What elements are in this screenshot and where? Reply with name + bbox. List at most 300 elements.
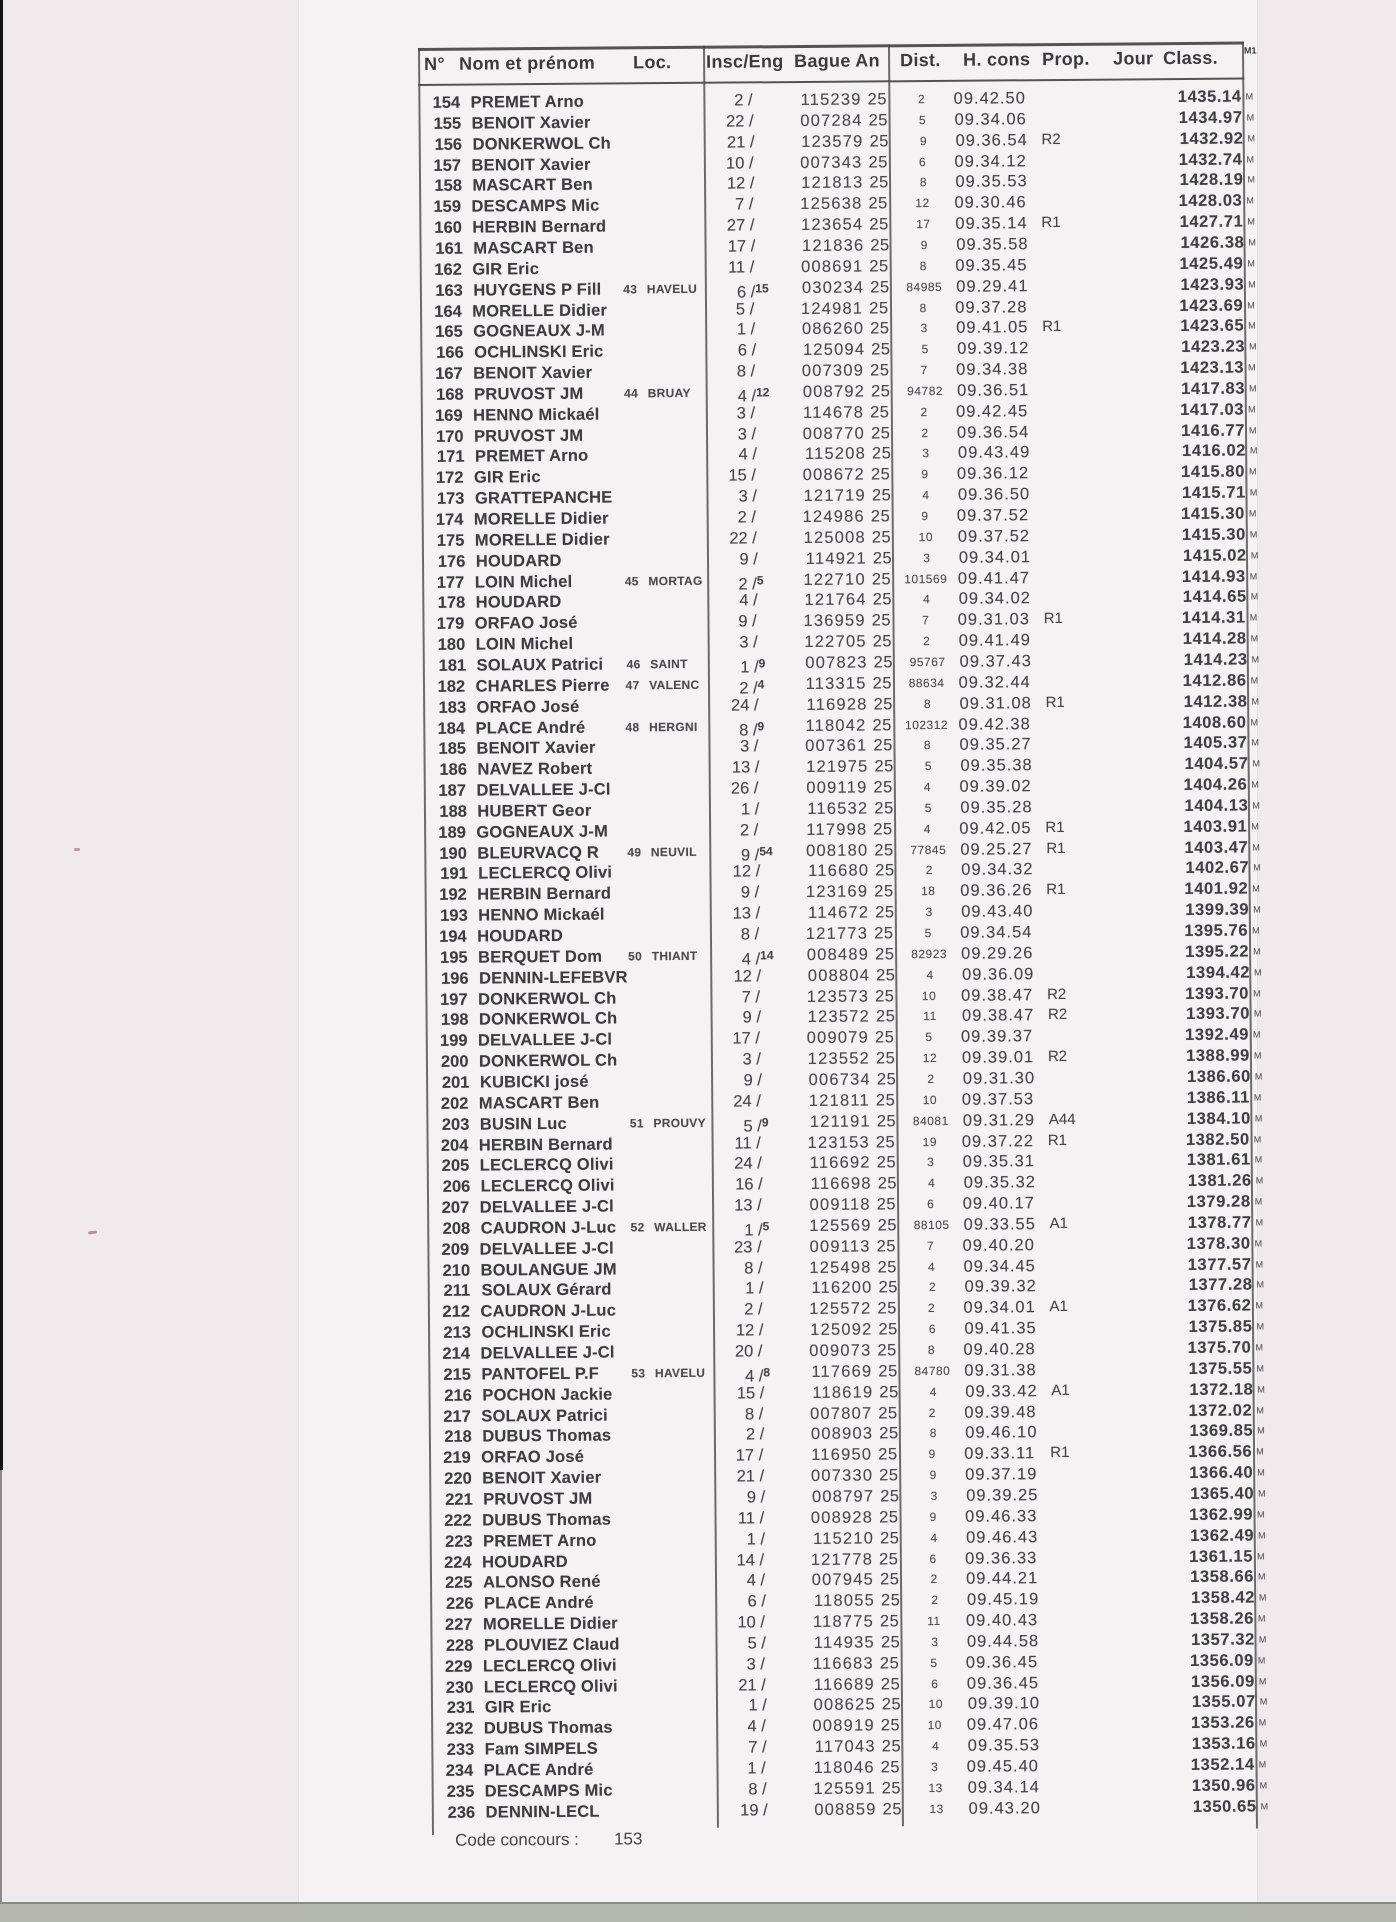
- speed-class: 1414.28: [1182, 629, 1247, 649]
- col-header-dist: Dist.: [900, 49, 941, 71]
- insc-eng: 11 /: [734, 1133, 761, 1153]
- insc-eng: 12 /: [735, 1321, 764, 1340]
- clocking-time: 09.39.12: [957, 339, 1030, 358]
- ring-year: 25: [872, 590, 893, 609]
- scan-left-edge-lower: [0, 1470, 2, 1902]
- ring-number: 118042: [805, 716, 867, 735]
- edge-mark: M: [1257, 1509, 1265, 1520]
- ring-number: 123579: [801, 132, 864, 151]
- ring-number: 125638: [800, 194, 863, 214]
- ring-year: 25: [874, 986, 895, 1006]
- edge-mark: M: [1253, 987, 1261, 999]
- row-number: 170: [435, 427, 464, 446]
- distance: 12: [922, 1051, 938, 1066]
- distance: 8: [923, 738, 932, 753]
- clocking-time: 09.32.44: [958, 673, 1031, 692]
- speed-class: 1428.03: [1178, 191, 1243, 211]
- fancier-name: SOLAUX Gérard: [481, 1280, 612, 1300]
- distance: 8: [919, 258, 927, 273]
- ring-number: 118055: [813, 1591, 876, 1611]
- clocking-time: 09.43.49: [957, 443, 1031, 463]
- distance: 84780: [914, 1363, 951, 1379]
- fancier-name: PLACE André: [483, 1593, 594, 1613]
- speed-class: 1404.57: [1184, 754, 1249, 774]
- edge-mark: M: [1247, 133, 1256, 144]
- ring-number: 125094: [802, 340, 866, 360]
- clocking-time: 09.40.43: [965, 1611, 1039, 1630]
- locality: 52 WALLER: [630, 1219, 707, 1235]
- distance: 3: [920, 321, 928, 336]
- fancier-name: PREMET Arno: [470, 92, 585, 112]
- speed-class: 1414.93: [1181, 567, 1246, 586]
- distance: 3: [930, 1488, 938, 1503]
- clocking-time: 09.36.54: [955, 130, 1028, 150]
- edge-mark: M: [1252, 758, 1260, 769]
- distance: 4: [923, 592, 931, 607]
- ring-number: 008859: [814, 1800, 877, 1819]
- edge-mark: M: [1251, 654, 1260, 665]
- fancier-name: DUBUS Thomas: [482, 1510, 612, 1530]
- prop-code: R2: [1047, 1048, 1068, 1066]
- row-number: 179: [436, 614, 465, 634]
- distance: 2: [925, 863, 933, 878]
- fancier-name: HOUDARD: [475, 593, 562, 612]
- row-number: 233: [446, 1740, 475, 1759]
- speed-class: 1395.22: [1185, 942, 1250, 961]
- insc-eng: 17 /: [727, 237, 756, 256]
- insc-eng: 23 /: [734, 1238, 762, 1257]
- fancier-name: DONKERWOL Ch: [478, 1009, 618, 1029]
- row-number: 159: [433, 197, 462, 217]
- fancier-name: BENOIT Xavier: [471, 155, 591, 175]
- ring-year: 25: [878, 1445, 898, 1464]
- insc-eng: 24 /: [733, 1092, 761, 1111]
- ring-number: 116928: [806, 695, 868, 714]
- ring-number: 121773: [805, 924, 869, 943]
- distance: 88634: [908, 675, 945, 690]
- distance: 8: [929, 1426, 937, 1441]
- distance: 4: [930, 1530, 938, 1545]
- row-number: 209: [441, 1240, 470, 1259]
- distance: 94782: [907, 383, 944, 399]
- speed-class: 1428.19: [1179, 170, 1244, 190]
- ring-year: 25: [877, 1174, 898, 1193]
- ring-year: 25: [880, 1758, 901, 1777]
- insc-eng: 2 /$^5$: [738, 572, 764, 594]
- edge-mark: M: [1247, 174, 1255, 185]
- speed-class: 1434.97: [1178, 108, 1243, 127]
- insc-eng: 4 /: [738, 445, 758, 464]
- edge-mark: M: [1256, 1446, 1264, 1457]
- clocking-time: 09.38.47: [960, 985, 1034, 1005]
- insc-eng: 13 /: [732, 904, 761, 923]
- insc-eng: 1 /$^5$: [744, 1219, 770, 1240]
- scan-bottom-strip: [0, 1902, 1396, 1922]
- clocking-time: 09.34.32: [961, 860, 1034, 880]
- speed-class: 1416.77: [1181, 421, 1246, 440]
- distance: 10: [922, 1092, 938, 1107]
- row-number: 214: [442, 1344, 471, 1363]
- fancier-name: PRUVOST JM: [483, 1489, 593, 1509]
- locality: 44 BRUAY: [624, 385, 691, 401]
- ring-year: 25: [880, 1674, 901, 1694]
- distance: 11: [923, 1009, 937, 1024]
- ring-number: 007807: [809, 1404, 873, 1423]
- row-number: 189: [438, 823, 466, 842]
- edge-mark: M: [1260, 1801, 1269, 1812]
- clocking-time: 09.44.58: [966, 1632, 1040, 1651]
- clocking-time: 09.36.50: [957, 485, 1031, 504]
- speed-class: 1404.13: [1184, 796, 1249, 815]
- edge-mark: M: [1253, 1008, 1262, 1019]
- edge-mark: M: [1254, 967, 1262, 978]
- ring-year: 25: [874, 882, 894, 901]
- row-number: 193: [440, 906, 468, 926]
- insc-eng: 3 /: [740, 737, 759, 756]
- row-number: 232: [445, 1719, 474, 1739]
- insc-eng: 3 /: [736, 404, 756, 423]
- speed-class: 1412.86: [1182, 671, 1247, 690]
- fancier-name: GOGNEAUX J-M: [476, 822, 609, 842]
- insc-eng: 6 /: [747, 1592, 767, 1611]
- fancier-name: ORFAO José: [476, 697, 580, 717]
- ring-number: 116200: [811, 1278, 873, 1298]
- insc-eng: 7 /: [734, 195, 754, 214]
- speed-class: 1423.65: [1180, 316, 1245, 336]
- distance: 9: [921, 467, 929, 482]
- clocking-time: 09.41.47: [957, 568, 1031, 588]
- ring-number: 008489: [806, 945, 870, 964]
- row-number: 228: [445, 1636, 474, 1655]
- distance: 2: [927, 1071, 935, 1086]
- ring-number: 136959: [803, 611, 866, 631]
- ring-number: 123572: [807, 1007, 871, 1027]
- speed-class: 1382.50: [1185, 1130, 1250, 1149]
- clocking-time: 09.35.45: [955, 256, 1028, 275]
- distance: 6: [928, 1322, 937, 1337]
- speed-class: 1399.39: [1185, 900, 1250, 920]
- prop-code: R2: [1047, 1006, 1068, 1024]
- row-number: 201: [441, 1073, 470, 1092]
- row-number: 173: [436, 489, 465, 509]
- ring-year: 25: [880, 1487, 900, 1506]
- speed-class: 1432.74: [1178, 150, 1243, 169]
- ring-number: 117998: [806, 820, 868, 839]
- ring-year: 25: [868, 152, 888, 172]
- row-number: 181: [438, 656, 467, 675]
- row-number: 155: [433, 114, 462, 133]
- row-number: 171: [436, 448, 465, 467]
- clocking-time: 09.36.51: [957, 381, 1030, 400]
- insc-eng: 1 /: [746, 1529, 766, 1549]
- ring-number: 007330: [810, 1466, 874, 1486]
- distance: 7: [926, 1238, 935, 1253]
- ring-number: 114678: [802, 403, 865, 422]
- clocking-time: 09.39.48: [964, 1402, 1037, 1422]
- code-concours-label: Code concours :: [454, 1829, 579, 1850]
- clocking-time: 09.45.40: [966, 1757, 1040, 1776]
- edge-mark: M: [1248, 320, 1256, 331]
- ring-year: 25: [874, 799, 894, 818]
- speed-class: 1384.10: [1186, 1109, 1251, 1128]
- row-number: 225: [444, 1573, 473, 1593]
- ring-number: 006734: [808, 1070, 871, 1089]
- ring-number: 122705: [804, 632, 867, 652]
- insc-eng: 8 /$^9$: [739, 718, 765, 740]
- edge-mark: M: [1254, 1238, 1263, 1249]
- edge-mark: M: [1258, 1675, 1267, 1687]
- ring-year: 25: [875, 1007, 896, 1026]
- ring-number: 125498: [809, 1258, 872, 1277]
- edge-mark: M: [1249, 570, 1258, 582]
- edge-mark: M: [1254, 1196, 1263, 1207]
- clocking-time: 09.40.28: [963, 1340, 1036, 1359]
- row-number: 219: [443, 1448, 471, 1468]
- ring-year: 25: [875, 903, 895, 922]
- clocking-time: 09.37.52: [957, 527, 1031, 546]
- clocking-time: 09.39.01: [961, 1048, 1035, 1067]
- clocking-time: 09.34.01: [963, 1298, 1036, 1318]
- row-number: 198: [440, 1011, 469, 1030]
- speed-class: 1435.14: [1177, 87, 1242, 107]
- ring-year: 25: [870, 361, 890, 380]
- speed-class: 1427.71: [1179, 212, 1244, 232]
- distance: 5: [921, 342, 929, 357]
- table-header: [0, 0, 1396, 74]
- insc-eng: 2 /: [734, 91, 753, 110]
- clocking-time: 09.34.38: [956, 360, 1029, 379]
- locality: 46 SAINT: [626, 656, 688, 672]
- clocking-time: 09.35.32: [963, 1173, 1037, 1192]
- ring-year: 25: [879, 1508, 899, 1527]
- fancier-name: SOLAUX Patrici: [481, 1406, 609, 1426]
- distance: 4: [923, 780, 932, 795]
- edge-mark: M: [1251, 696, 1260, 707]
- ring-year: 25: [874, 924, 894, 943]
- insc-eng: 13 /: [734, 1196, 762, 1215]
- row-number: 177: [436, 573, 465, 592]
- ring-number: 009079: [806, 1028, 870, 1048]
- ring-year: 25: [871, 528, 892, 547]
- speed-class: 1350.96: [1191, 1776, 1256, 1795]
- edge-mark: M: [1257, 1655, 1266, 1666]
- edge-mark: M: [1248, 279, 1256, 290]
- insc-eng: 26 /: [730, 779, 759, 798]
- fancier-name: DENNIN-LEFEBVR: [479, 968, 628, 988]
- prop-code: R1: [1042, 318, 1062, 336]
- distance: 9: [919, 133, 928, 148]
- ring-number: 007284: [800, 111, 863, 130]
- row-number: 222: [444, 1511, 472, 1530]
- fancier-name: GOGNEAUX J-M: [473, 321, 605, 341]
- insc-eng: 11 /: [727, 258, 755, 277]
- ring-number: 008180: [805, 841, 869, 860]
- ring-number: 123169: [805, 882, 869, 902]
- insc-eng: 5 /$^9$: [743, 1114, 769, 1136]
- row-number: 188: [439, 802, 467, 821]
- speed-class: 1381.26: [1187, 1171, 1252, 1191]
- insc-eng: 8 /: [740, 925, 760, 944]
- fancier-name: HUBERT Geor: [477, 801, 592, 821]
- edge-mark: M: [1248, 425, 1257, 436]
- edge-mark: M: [1254, 1113, 1263, 1124]
- edge-mark: M: [1252, 1029, 1261, 1040]
- clocking-time: 09.37.19: [965, 1465, 1038, 1484]
- ring-year: 25: [870, 236, 890, 255]
- fancier-name: LECLERCQ Olivi: [478, 863, 613, 884]
- distance: 2: [921, 425, 929, 440]
- insc-eng: 2 /: [745, 1425, 765, 1444]
- prop-code: R1: [1045, 818, 1065, 836]
- speed-class: 1377.28: [1188, 1275, 1253, 1295]
- distance: 9: [921, 509, 929, 524]
- ring-year: 25: [876, 1070, 897, 1089]
- speed-class: 1393.70: [1185, 984, 1250, 1003]
- fancier-name: POCHON Jackie: [482, 1385, 613, 1405]
- distance: 2: [917, 92, 926, 107]
- insc-eng: 8 /: [736, 362, 756, 381]
- speed-class: 1403.47: [1184, 838, 1249, 857]
- ring-number: 121778: [810, 1549, 874, 1569]
- fancier-name: PRUVOST JM: [474, 384, 584, 404]
- ring-number: 114921: [805, 549, 867, 568]
- clocking-time: 09.29.41: [956, 276, 1029, 296]
- row-number: 176: [437, 552, 466, 571]
- insc-eng: 9 /: [738, 612, 757, 631]
- edge-mark: M: [1255, 1175, 1264, 1186]
- row-number: 167: [435, 364, 463, 383]
- row-number: 169: [435, 406, 463, 425]
- speed-class: 1426.38: [1180, 233, 1245, 252]
- insc-eng: 5 /: [735, 299, 755, 319]
- ring-number: 009118: [809, 1195, 871, 1215]
- ring-year: 25: [875, 945, 895, 964]
- fancier-name: HOUDARD: [475, 551, 562, 571]
- fancier-name: DONKERWOL Ch: [478, 1051, 618, 1071]
- insc-eng: 11 /: [737, 1509, 765, 1528]
- row-number: 172: [435, 468, 464, 488]
- locality: 50 THIANT: [628, 948, 698, 964]
- ring-number: 121813: [801, 173, 864, 193]
- speed-class: 1362.49: [1190, 1526, 1255, 1545]
- fancier-name: CHARLES Pierre: [475, 676, 610, 696]
- ring-year: 25: [875, 1091, 896, 1110]
- ring-number: 123573: [806, 987, 870, 1006]
- ring-number: 121719: [803, 486, 866, 506]
- clocking-time: 09.36.33: [964, 1548, 1038, 1568]
- distance: 9: [920, 237, 928, 253]
- speed-class: 1414.23: [1183, 650, 1248, 669]
- row-number: 178: [437, 594, 466, 613]
- speed-class: 1366.56: [1188, 1442, 1253, 1462]
- fancier-name: LECLERCQ Olivi: [483, 1677, 618, 1697]
- ring-year: 25: [873, 778, 893, 797]
- row-number: 210: [442, 1261, 471, 1280]
- ring-year: 25: [871, 486, 892, 505]
- clocking-time: 09.34.02: [958, 589, 1032, 609]
- ring-number: 116680: [808, 861, 870, 881]
- clocking-time: 09.33.55: [963, 1215, 1036, 1234]
- ring-number: 117669: [811, 1362, 873, 1381]
- clocking-time: 09.34.12: [954, 151, 1027, 171]
- prop-code: A1: [1049, 1298, 1068, 1316]
- distance: 4: [932, 1739, 940, 1754]
- speed-class: 1352.14: [1190, 1755, 1255, 1774]
- ring-year: 25: [882, 1799, 903, 1819]
- insc-eng: 1 /: [748, 1696, 767, 1715]
- edge-mark: M: [1252, 842, 1260, 853]
- distance: 7: [920, 363, 928, 378]
- edge-mark: M: [1248, 466, 1257, 477]
- edge-mark: M: [1251, 779, 1259, 790]
- ring-number: 116950: [811, 1445, 873, 1465]
- locality: 51 PROUVY: [629, 1115, 706, 1131]
- insc-eng: 5 /: [747, 1634, 766, 1653]
- fancier-name: PLACE André: [475, 718, 586, 738]
- locality: 47 VALENC: [625, 677, 700, 693]
- speed-class: 1408.60: [1182, 713, 1247, 732]
- clocking-time: 09.30.46: [954, 193, 1027, 213]
- ring-number: 121764: [804, 590, 867, 610]
- distance: 6: [929, 1551, 937, 1566]
- distance: 3: [931, 1759, 939, 1775]
- edge-mark: M: [1249, 383, 1257, 394]
- row-number: 200: [440, 1052, 469, 1071]
- ring-number: 125572: [809, 1299, 872, 1319]
- fancier-name: MORELLE Didier: [473, 509, 609, 529]
- fancier-name: BUSIN Luc: [479, 1114, 567, 1134]
- edge-mark: M: [1254, 1154, 1263, 1165]
- insc-eng: 10 /: [737, 1613, 766, 1632]
- edge-mark: M: [1250, 591, 1259, 602]
- speed-class: 1369.85: [1189, 1421, 1254, 1441]
- ring-year: 25: [880, 1633, 901, 1652]
- fancier-name: DUBUS Thomas: [483, 1718, 613, 1738]
- distance: 82923: [911, 946, 948, 962]
- fancier-name: HENNO Mickaél: [473, 405, 600, 425]
- edge-mark: M: [1250, 550, 1259, 561]
- insc-eng: 9 /: [739, 550, 758, 569]
- fancier-name: ORFAO José: [474, 614, 578, 633]
- code-concours-value: 153: [613, 1829, 643, 1849]
- ring-number: 116698: [810, 1174, 872, 1194]
- edge-mark: M: [1256, 1279, 1265, 1290]
- ring-year: 25: [879, 1382, 899, 1402]
- prop-code: A1: [1051, 1381, 1070, 1399]
- distance: 18: [920, 884, 936, 899]
- insc-eng: 4 /: [739, 591, 758, 610]
- edge-mark: M: [1256, 1321, 1264, 1332]
- fancier-name: HENNO Mickaél: [478, 905, 605, 925]
- ring-number: 115210: [812, 1529, 875, 1548]
- clocking-time: 09.43.40: [961, 902, 1034, 921]
- insc-eng: 6 /$^{15}$: [736, 280, 769, 302]
- distance: 10: [928, 1697, 944, 1712]
- row-number: 231: [446, 1699, 475, 1718]
- insc-eng: 9 /: [740, 883, 760, 902]
- speed-class: 1353.16: [1191, 1734, 1256, 1754]
- row-number: 224: [444, 1553, 472, 1572]
- insc-eng: 9 /$^{54}$: [740, 843, 773, 865]
- ring-number: 122710: [803, 570, 866, 589]
- speed-class: 1417.83: [1181, 379, 1246, 398]
- distance: 4: [929, 1384, 937, 1399]
- ring-number: 121836: [802, 236, 865, 255]
- distance: 5: [924, 926, 932, 941]
- speed-class: 1375.70: [1187, 1338, 1252, 1358]
- row-number: 185: [438, 740, 467, 759]
- edge-mark: M: [1257, 1571, 1266, 1582]
